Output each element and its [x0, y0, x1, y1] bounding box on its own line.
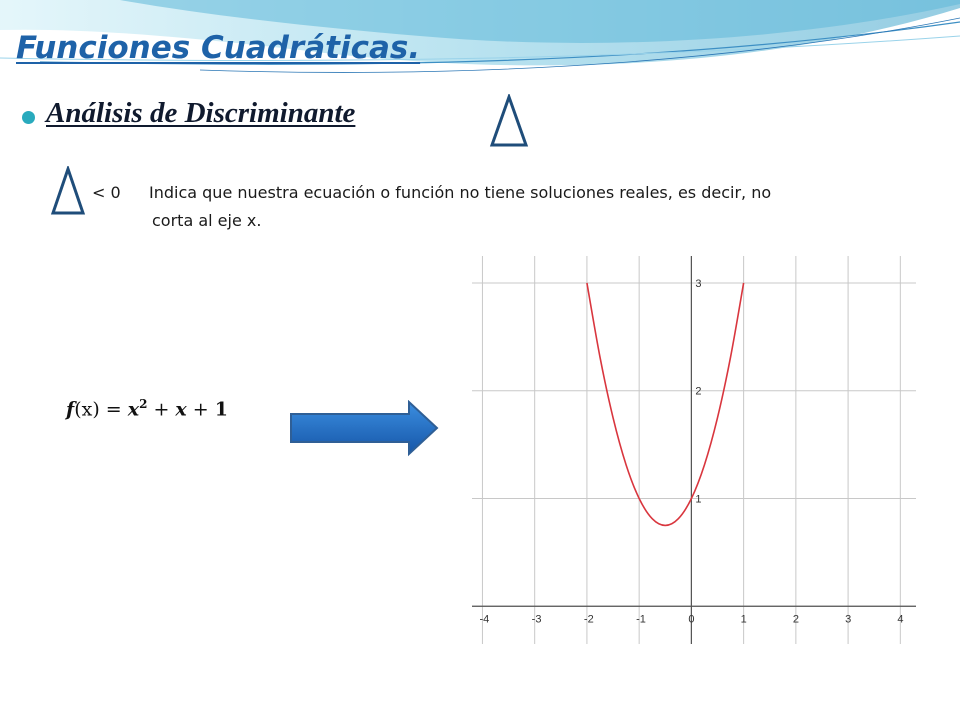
formula-plus-1: +	[147, 398, 176, 421]
formula-x-squared: x	[127, 398, 140, 421]
y-tick-label: 3	[695, 277, 702, 290]
formula-exponent: 2	[139, 397, 148, 411]
formula-plus-2: +	[186, 398, 215, 421]
condition-operator: < 0	[92, 183, 121, 202]
bullet-dot	[22, 111, 35, 124]
right-arrow-icon	[289, 400, 441, 460]
x-tick-label: 1	[740, 613, 747, 626]
slide-title: Funciones Cuadráticas.	[16, 30, 421, 66]
x-tick-label: -3	[531, 613, 542, 626]
description-line-1: Indica que nuestra ecuación o función no tiene soluciones reales, es decir, no	[149, 183, 772, 202]
formula-x: x	[175, 398, 187, 421]
x-tick-label: -4	[479, 613, 490, 626]
delta-icon-small	[50, 166, 86, 216]
delta-icon-large	[489, 94, 529, 148]
parabola-graph	[472, 256, 916, 644]
x-tick-label: -1	[636, 613, 646, 626]
y-tick-label: 1	[695, 493, 702, 506]
x-tick-label: 4	[897, 613, 904, 626]
quadratic-formula	[66, 397, 228, 420]
y-tick-label: 2	[695, 385, 702, 398]
formula-equals: =	[99, 398, 128, 421]
x-tick-label: 0	[688, 613, 695, 626]
formula-f: f	[66, 398, 75, 421]
description-line-2: corta al eje x.	[152, 211, 262, 230]
graph-background	[472, 256, 916, 644]
formula-constant: 1	[214, 398, 228, 421]
x-tick-label: 3	[845, 613, 852, 626]
x-tick-label: 2	[792, 613, 799, 626]
section-subtitle: Análisis de Discriminante	[46, 97, 356, 129]
x-tick-label: -2	[583, 613, 594, 626]
formula-arg: (x)	[74, 398, 100, 421]
